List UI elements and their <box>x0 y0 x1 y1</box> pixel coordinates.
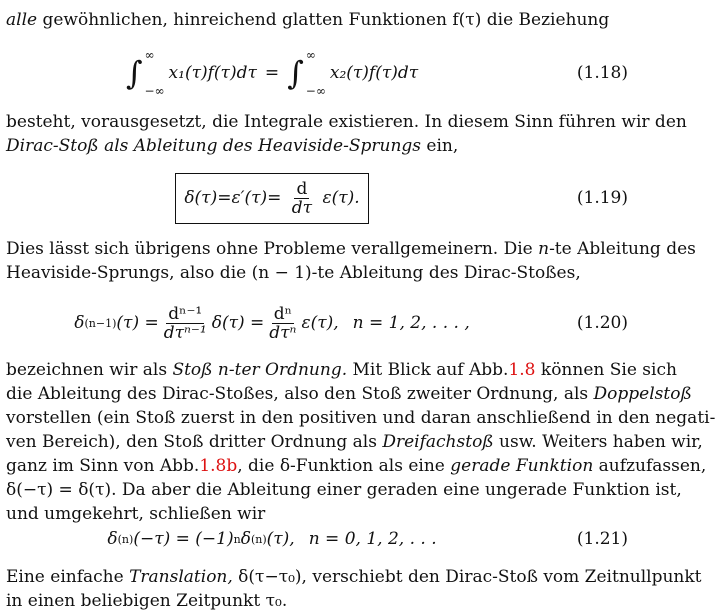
fraction-numerator: dⁿ <box>273 303 292 324</box>
text: Eine einfache <box>6 567 130 587</box>
lower-limit: −∞ <box>305 84 326 98</box>
paragraph-higher-order <box>6 358 715 526</box>
condition: n = 0, 1, 2, . . . <box>308 529 437 549</box>
equation-number: (1.19) <box>576 188 628 208</box>
text: δ(τ−τ₀), verschiebt den Dirac-Stoß vom Zeitnullpunkt <box>232 567 702 587</box>
paragraph-definition <box>6 110 687 158</box>
lhs-superscript: (n) <box>117 532 134 546</box>
figure-link[interactable]: 1.8b <box>199 456 238 476</box>
equation-number: (1.21) <box>576 529 628 549</box>
lhs-argument: (−τ) = (−1) <box>133 529 234 549</box>
text: -te Ableitung des <box>549 239 696 259</box>
text-italic: Translation, <box>129 567 233 587</box>
lhs: δ(τ)=ε′(τ)= <box>184 187 282 208</box>
text: ganz im Sinn von Abb. <box>6 456 200 476</box>
text-line: besteht, vorausgesetzt, die Integrale existieren. In diesem Sinn führen wir den <box>6 112 687 132</box>
fraction-numerator: d <box>296 178 308 199</box>
equation-1-18 <box>6 45 628 101</box>
text-italic: Dreifachstoß <box>382 432 494 452</box>
integral-sign: ∫ <box>287 54 304 92</box>
rhs-superscript: (n) <box>250 532 267 546</box>
upper-limit: ∞ <box>305 48 316 62</box>
fraction-numerator: dⁿ⁻¹ <box>168 303 203 324</box>
text-line: in einen beliebigen Zeitpunkt τ₀. <box>6 591 288 611</box>
fraction-denominator: dτ <box>291 197 313 218</box>
boxed-equation <box>175 173 368 224</box>
fraction-denominator: dτⁿ⁻¹ <box>163 322 207 343</box>
fraction <box>290 180 314 217</box>
fraction-denominator: dτⁿ <box>269 322 297 343</box>
rhs-delta: δ <box>240 529 251 549</box>
lhs-delta: δ <box>74 313 85 333</box>
text: können Sie sich <box>535 360 677 380</box>
paragraph-generalization <box>6 237 696 285</box>
text-italic: Dirac-Stoß als Ableitung des Heaviside-Sprungs <box>6 136 422 156</box>
figure-link[interactable]: 1.8 <box>508 360 536 380</box>
text-line: und umgekehrt, schließen wir <box>6 504 266 524</box>
text-italic: n <box>538 239 550 259</box>
text: gewöhnlichen, hinreichend glatten Funktionen f(τ) die Beziehung <box>37 10 610 30</box>
text-italic: gerade Funktion <box>450 456 594 476</box>
text-line: vorstellen (ein Stoß zuerst in den positiven und daran anschließend in den negati- <box>6 408 715 428</box>
text: die Ableitung des Dirac-Stoßes, also den Stoß zweiter Ordnung, als <box>6 384 594 404</box>
equation-number: (1.18) <box>576 63 628 83</box>
text: usw. Weiters haben wir, <box>493 432 703 452</box>
text: bezeichnen wir als <box>6 360 173 380</box>
rhs: ε(τ). <box>322 187 360 208</box>
equation-1-19 <box>6 170 628 226</box>
text-line: Heaviside-Sprungs, also die (n − 1)-te Ableitung des Dirac-Stoßes, <box>6 263 581 283</box>
text-italic: Doppelstoß <box>593 384 692 404</box>
integral-sign: ∫ <box>125 54 143 92</box>
equals-sign: = <box>264 63 280 83</box>
text-line: δ(−τ) = δ(τ). Da aber die Ableitung einer geraden eine ungerade Funktion ist, <box>6 480 682 500</box>
rhs-argument: (τ), <box>266 529 295 549</box>
paragraph-translation <box>6 565 702 613</box>
text: ein, <box>421 136 459 156</box>
equation-number: (1.20) <box>576 313 628 333</box>
upper-limit: ∞ <box>144 48 155 62</box>
equation-1-21 <box>6 515 628 563</box>
lhs-delta: δ <box>107 529 118 549</box>
lhs-superscript: (n−1) <box>84 316 117 330</box>
right-integrand: x₂(τ)f(τ)dτ <box>329 63 419 83</box>
text-italic: Stoß n-ter Ordnung. <box>172 360 348 380</box>
text: Mit Blick auf Abb. <box>347 360 509 380</box>
paragraph-intro <box>6 8 628 32</box>
middle-term: δ(τ) = <box>211 313 265 333</box>
condition: n = 1, 2, . . . , <box>352 313 470 333</box>
fraction <box>267 305 298 342</box>
left-integrand: x₁(τ)f(τ)dτ <box>168 63 257 83</box>
lhs-argument: (τ) = <box>116 313 159 333</box>
power: n <box>233 532 241 546</box>
text: aufzufassen, <box>593 456 707 476</box>
equation-1-20 <box>6 293 628 353</box>
lower-limit: −∞ <box>144 84 165 98</box>
text: ven Bereich), den Stoß dritter Ordnung als <box>6 432 383 452</box>
text: Dies lässt sich übrigens ohne Probleme verallgemeinern. Die <box>6 239 539 259</box>
text-italic: alle <box>6 10 38 30</box>
rhs: ε(τ), <box>301 313 339 333</box>
text: , die δ-Funktion als eine <box>237 456 451 476</box>
fraction <box>162 305 209 342</box>
